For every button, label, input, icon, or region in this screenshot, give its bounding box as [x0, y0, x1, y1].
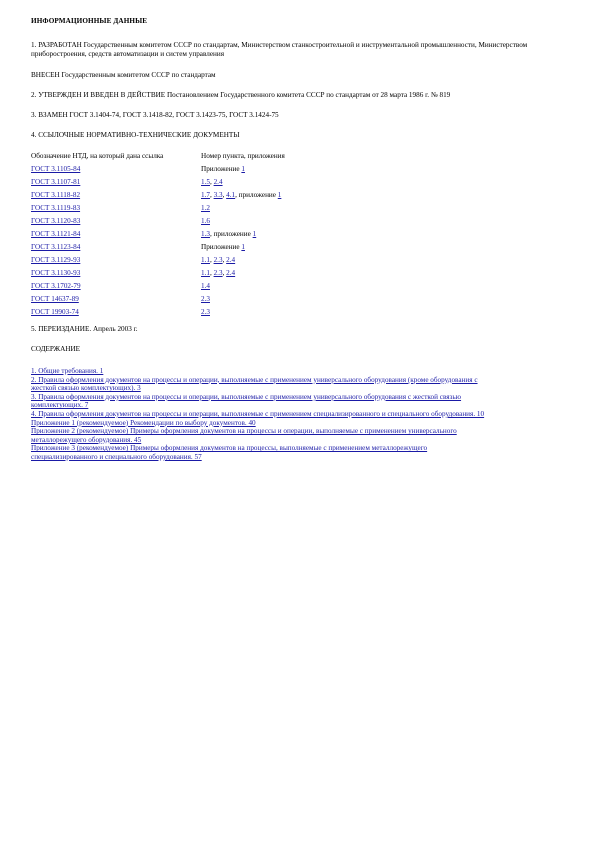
appendix-link[interactable]: 1 [252, 230, 257, 238]
references-row [31, 282, 285, 295]
clause-link[interactable]: 1.1 [201, 256, 210, 264]
clause-link[interactable]: 2.3 [213, 256, 223, 264]
reference-doc-cell [31, 230, 201, 243]
clause-suffix-text: , приложение [235, 191, 278, 199]
contents-item-link[interactable]: 1. Общие требования. 1 [31, 367, 104, 375]
appendix-link[interactable]: 1 [277, 191, 282, 199]
reference-doc-cell [31, 204, 201, 217]
reference-doc-cell [31, 308, 201, 321]
references-row [31, 204, 285, 217]
contents-item-link[interactable]: Приложение 2 (рекомендуемое) Примеры оформления документов на процессы и операции, выполняемые с применением универсального металлорежущего оборудования. 45 [31, 427, 457, 444]
reference-clause-cell [201, 295, 285, 308]
clause-link[interactable]: 2.3 [201, 295, 210, 303]
contents-item-link[interactable]: 3. Правила оформления документов на процессы и операции, выполняемые с применением универсального оборудования с жесткой связью комплектующих. 7 [31, 392, 462, 410]
reference-clause-cell [201, 204, 285, 217]
section-1-developed: 1. РАЗРАБОТАН Государственным комитетом СССР по стандартам, Министерством станкостроительной и инструментальной промышленности, Министерством приборостроения, средств автоматизации и систем управления [31, 41, 528, 58]
clause-link[interactable]: 1 [241, 243, 245, 251]
references-header-clause: Номер пункта, приложения [201, 152, 285, 160]
clause-link[interactable]: 2.4 [226, 269, 236, 277]
clause-link[interactable]: 1.6 [201, 217, 210, 225]
reference-doc-cell [31, 191, 201, 204]
section-5-reissue: 5. ПЕРЕИЗДАНИЕ. Апрель 2003 г. [31, 325, 138, 333]
reference-doc-cell [31, 243, 201, 256]
reference-doc-link[interactable]: ГОСТ 3.1118-82 [31, 191, 81, 199]
clause-link[interactable]: 1.5 [201, 178, 210, 186]
references-row [31, 308, 285, 321]
clause-suffix-text: , приложение [209, 230, 253, 238]
references-header-doc: Обозначение НТД, на который дана ссылка [31, 152, 164, 160]
reference-doc-link[interactable]: ГОСТ 3.1702-79 [31, 282, 81, 290]
info-heading: ИНФОРМАЦИОННЫЕ ДАННЫЕ [31, 17, 148, 25]
section-3-replaces: 3. ВЗАМЕН ГОСТ 3.1404-74, ГОСТ 3.1418-82, ГОСТ 3.1423-75, ГОСТ 3.1424-75 [31, 111, 279, 119]
reference-doc-link[interactable]: ГОСТ 3.1129-93 [31, 256, 81, 264]
reference-clause-cell [201, 217, 285, 230]
reference-doc-link[interactable]: ГОСТ 3.1119-83 [31, 204, 81, 212]
references-row [31, 256, 285, 269]
contents-item-link[interactable]: 4. Правила оформления документов на процессы и операции, выполняемые с применением специализированного и специального оборудования. 10 [31, 409, 485, 418]
clause-link[interactable]: 1.1 [201, 269, 210, 277]
clause-link[interactable]: 1.7 [201, 191, 210, 199]
reference-doc-cell [31, 295, 201, 308]
section-4-refs-heading: 4. ССЫЛОЧНЫЕ НОРМАТИВНО-ТЕХНИЧЕСКИЕ ДОКУМЕНТЫ [31, 131, 240, 139]
clause-link[interactable]: 2.4 [226, 256, 236, 264]
reference-doc-link[interactable]: ГОСТ 19903-74 [31, 308, 79, 316]
reference-clause-cell [201, 165, 285, 178]
reference-doc-cell [31, 269, 201, 282]
reference-clause-cell: 1.5, 2.4 [201, 178, 223, 186]
reference-doc-link[interactable]: ГОСТ 3.1120-83 [31, 217, 81, 225]
references-header-row [31, 152, 285, 165]
section-1-introduced: ВНЕСЕН Государственным комитетом СССР по стандартам [31, 71, 216, 79]
reference-doc-link[interactable]: ГОСТ 3.1130-93 [31, 269, 81, 277]
reference-clause-cell: 1.1, 2.3, 2.4 [201, 256, 236, 264]
reference-clause-cell [201, 230, 285, 243]
references-row [31, 295, 285, 308]
reference-clause-cell: 1.7, 3.3, 4.1, приложение 1 [201, 191, 282, 199]
references-table [31, 152, 285, 321]
clause-link[interactable]: 1.3 [201, 230, 210, 238]
clause-link[interactable]: 2.4 [213, 178, 223, 186]
contents-heading: СОДЕРЖАНИЕ [31, 345, 81, 353]
contents-item-link[interactable]: Приложение 3 (рекомендуемое) Примеры оформления документов на процессы, выполняемые с применением металлорежущего специализированного и специального оборудования. 57 [31, 444, 428, 461]
section-2-approved: 2. УТВЕРЖДЕН И ВВЕДЕН В ДЕЙСТВИЕ Постановлением Государственного комитета СССР по стандартам от 28 марта 1986 г. № 819 [31, 91, 451, 99]
references-row [31, 191, 285, 204]
clause-link[interactable]: 4.1 [226, 191, 236, 199]
clause-link[interactable]: 2.3 [201, 308, 210, 316]
clause-prefix-text: Приложение [201, 165, 242, 173]
reference-clause-cell [201, 282, 285, 295]
reference-doc-link[interactable]: ГОСТ 3.1121-84 [31, 230, 81, 238]
reference-doc-cell [31, 256, 201, 269]
reference-doc-cell [31, 282, 201, 295]
contents-item-link[interactable]: Приложение 1 (рекомендуемое) Рекомендации по выбору документов. 40 [31, 418, 256, 427]
clause-link[interactable]: 1.2 [201, 204, 210, 212]
reference-doc-cell [31, 178, 201, 191]
reference-doc-link[interactable]: ГОСТ 3.1123-84 [31, 243, 81, 251]
reference-doc-cell [31, 217, 201, 230]
references-row [31, 269, 285, 282]
reference-doc-cell [31, 165, 201, 178]
references-row [31, 165, 285, 178]
clause-link[interactable]: 1.4 [201, 282, 210, 290]
reference-clause-cell [201, 308, 285, 321]
reference-doc-link[interactable]: ГОСТ 14637-89 [31, 295, 79, 303]
clause-prefix-text: Приложение [201, 243, 242, 251]
references-row [31, 243, 285, 256]
contents-list [31, 367, 491, 462]
contents-item-link[interactable]: 2. Правила оформления документов на процессы и операции, выполняемые с применением универсального оборудования (кроме оборудования с жесткой связью комплектующих). 3 [31, 375, 478, 393]
reference-clause-cell [201, 243, 285, 256]
clause-link[interactable]: 2.3 [213, 269, 223, 277]
clause-link[interactable]: 1 [241, 165, 245, 173]
reference-doc-link[interactable]: ГОСТ 3.1105-84 [31, 165, 81, 173]
reference-clause-cell: 1.1, 2.3, 2.4 [201, 269, 236, 277]
references-row [31, 217, 285, 230]
clause-link[interactable]: 3.3 [213, 191, 223, 199]
references-row [31, 178, 285, 191]
references-row [31, 230, 285, 243]
reference-doc-link[interactable]: ГОСТ 3.1107-81 [31, 178, 81, 186]
